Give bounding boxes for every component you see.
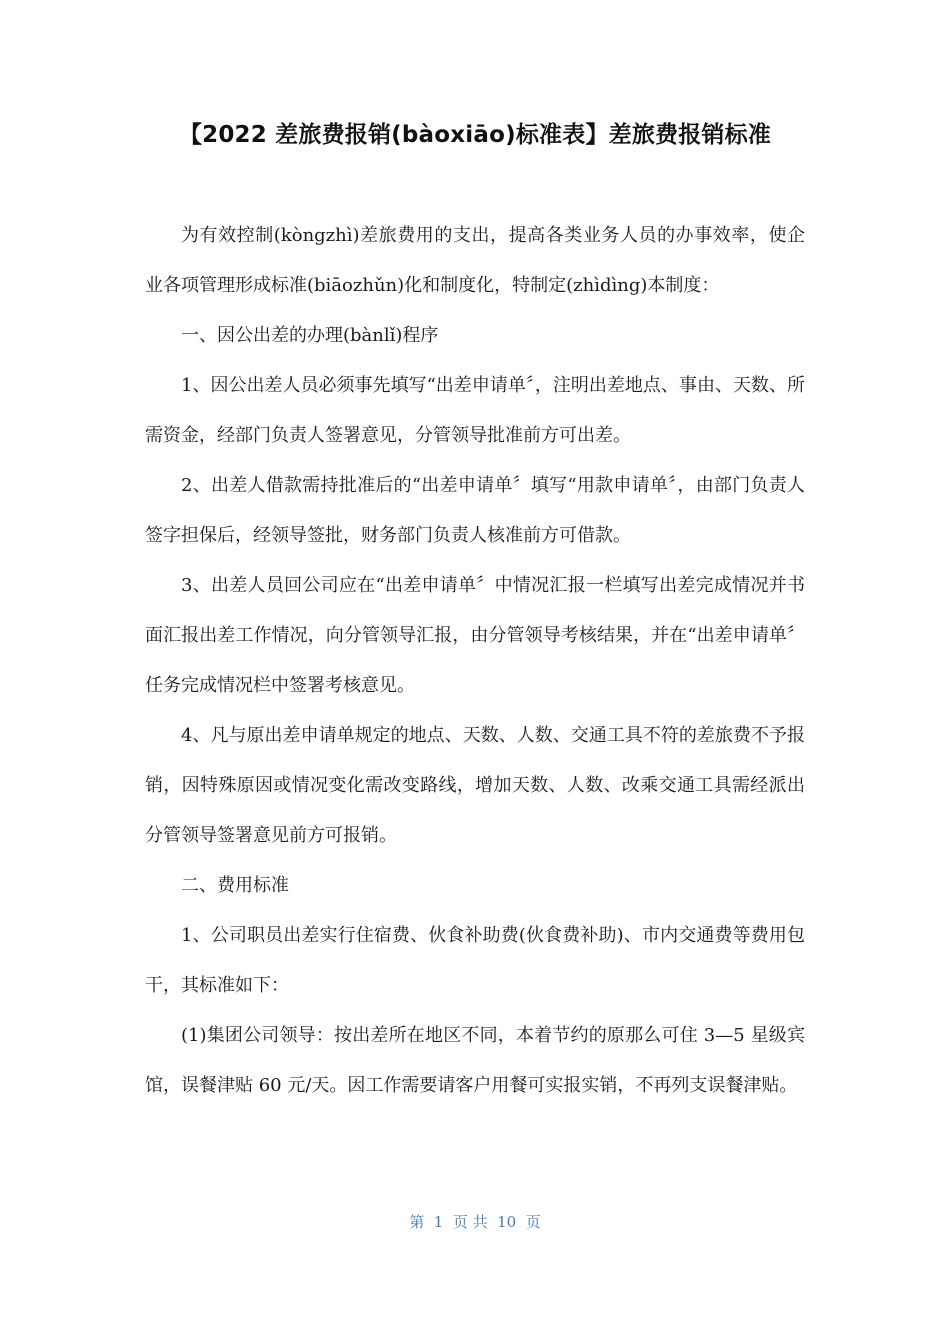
paragraph-standards-leaders: (1)集团公司领导：按出差所在地区不同，本着节约的原那么可住 3—5 星级宾馆，误餐津贴 60 元/天。因工作需要请客户用餐可实报实销，不再列支误餐津贴。 <box>145 1025 805 1096</box>
paragraph-procedure-4: 4、凡与原出差申请单规定的地点、天数、人数、交通工具不符的差旅费不予报销，因特殊原因或情况变化需改变路线，增加天数、人数、改乘交通工具需经派出分管领导签署意见前方可报销。 <box>145 725 805 846</box>
paragraph-procedure-3: 3、出差人员回公司应在“出差申请单〞中情况汇报一栏填写出差完成情况并书面汇报出差工作情况，向分管领导汇报，由分管领导考核结果，并在“出差申请单〞任务完成情况栏中签署考核意见。 <box>145 575 805 696</box>
paragraph-procedure-2: 2、出差人借款需持批准后的“出差申请单〞填写“用款申请单〞，由部门负责人签字担保后，经领导签批，财务部门负责人核准前方可借款。 <box>145 475 805 546</box>
document-body <box>145 211 805 1111</box>
section-heading-procedure: 一、因公出差的办理(bànlǐ)程序 <box>181 325 439 346</box>
section-heading-standards: 二、费用标准 <box>181 875 289 896</box>
document-title: 【2022 差旅费报销(bàoxiāo)标准表】差旅费报销标准 <box>178 122 772 148</box>
paragraph-standards-1: 1、公司职员出差实行住宿费、伙食补助费(伙食费补助)、市内交通费等费用包干，其标准如下： <box>145 925 805 996</box>
paragraph-intro: 为有效控制(kòngzhì)差旅费用的支出，提高各类业务人员的办事效率，使企业各项管理形成标准(biāozhǔn)化和制度化，特制定(zhìdìng)本制度： <box>145 225 805 296</box>
paragraph-procedure-1: 1、因公出差人员必须事先填写“出差申请单〞，注明出差地点、事由、天数、所需资金，经部门负责人签署意见，分管领导批准前方可出差。 <box>145 375 805 446</box>
page-indicator: 第 1 页 共 10 页 <box>409 1213 541 1231</box>
